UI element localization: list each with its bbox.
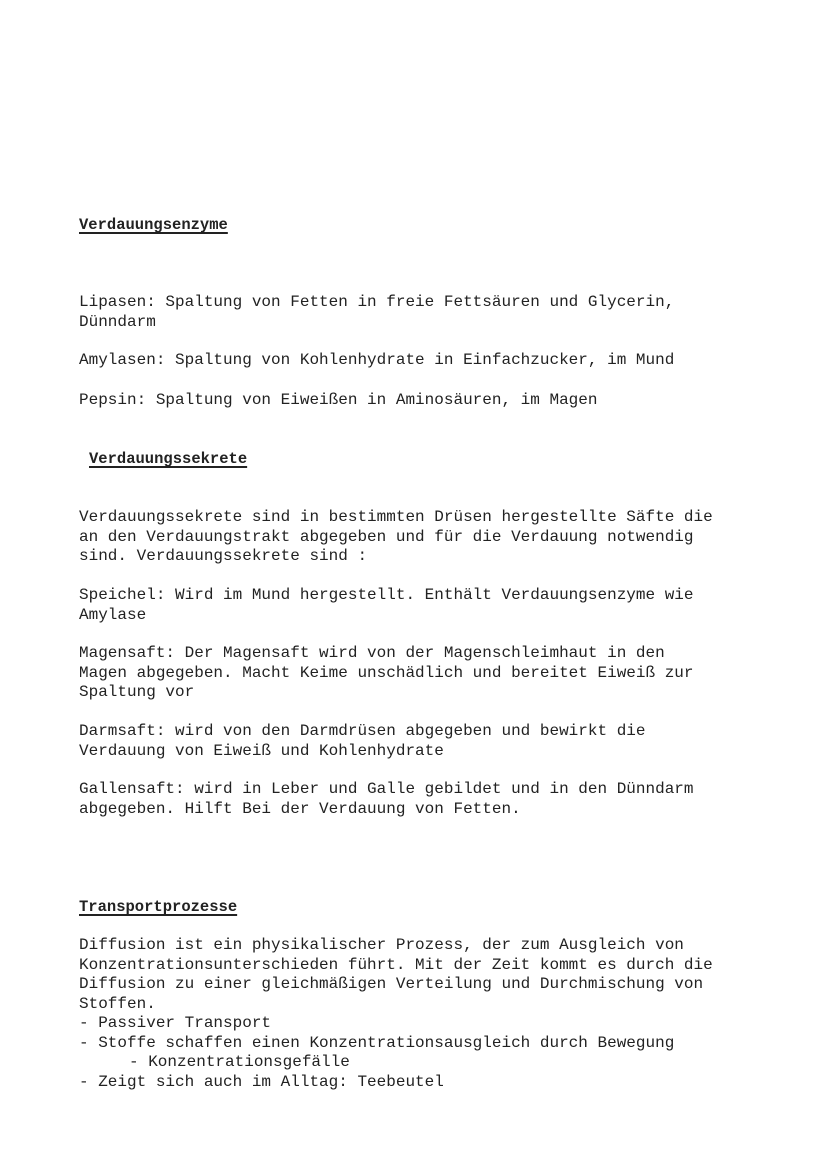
- heading-verdauungsenzyme: Verdauungsenzyme: [79, 216, 228, 234]
- paragraph-magensaft: Magensaft: Der Magensaft wird von der Magenschleimhaut in den Magen abgegeben. Macht Keime unschädlich und bereitet Eiweiß zur Spaltung vor: [79, 644, 694, 702]
- list-item: - Passiver Transport: [79, 1014, 272, 1032]
- list-item: - Zeigt sich auch im Alltag: Teebeutel: [79, 1072, 444, 1091]
- paragraph-gallensaft: Gallensaft: wird in Leber und Galle gebildet und in den Dünndarm abgegeben. Hilft Bei der Verdauung von Fetten.: [79, 780, 694, 818]
- heading-verdauungssekrete: Verdauungssekrete: [89, 450, 248, 468]
- heading-transportprozesse: Transportprozesse: [79, 898, 238, 916]
- paragraph-speichel: Speichel: Wird im Mund hergestellt. Enthält Verdauungsenzyme wie Amylase: [79, 586, 694, 624]
- paragraph-darmsaft: Darmsaft: wird von den Darmdrüsen abgegeben und bewirkt die Verdauung von Eiweiß und Kohlenhydrate: [79, 722, 646, 760]
- paragraph-sekrete-intro: Verdauungssekrete sind in bestimmten Drüsen hergestellte Säfte die an den Verdauungstrakt abgegeben und für die Verdauung notwendig sind. Verdauungssekrete sind :: [79, 508, 713, 566]
- transport-bullet-list: [79, 1014, 759, 1092]
- paragraph-diffusion: Diffusion ist ein physikalischer Prozess, der zum Ausgleich von Konzentrationsunterschieden führt. Mit der Zeit kommt es durch die Diffusion zu einer gleichmäßigen Verteilung und Durchmischung von Stoffen.: [79, 936, 713, 1013]
- paragraph-amylasen: Amylasen: Spaltung von Kohlenhydrate in Einfachzucker, im Mund: [79, 351, 675, 369]
- paragraph-lipasen: Lipasen: Spaltung von Fetten in freie Fettsäuren und Glycerin, Dünndarm: [79, 293, 675, 331]
- list-item: - Stoffe schaffen einen Konzentrationsausgleich durch Bewegung: [79, 1033, 675, 1052]
- list-item-sub: - Konzentrationsgefälle: [129, 1053, 350, 1072]
- paragraph-pepsin: Pepsin: Spaltung von Eiweißen in Aminosäuren, im Magen: [79, 391, 598, 409]
